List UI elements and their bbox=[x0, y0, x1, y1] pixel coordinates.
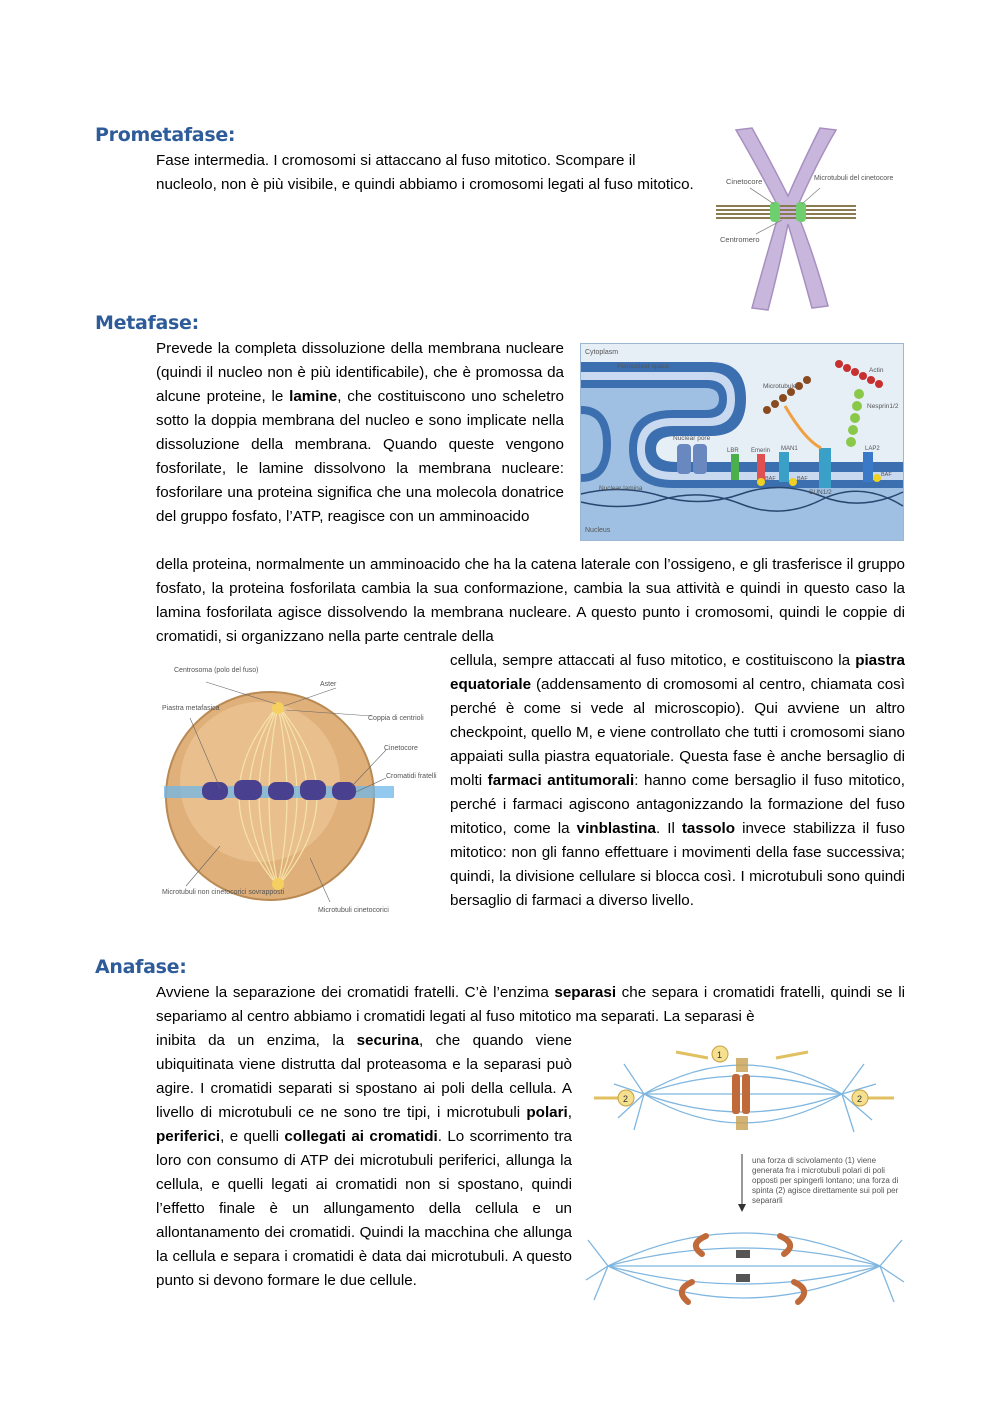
label-cinetocore: Cinetocore bbox=[726, 177, 763, 186]
metafase-text-1: Prevede la completa dissoluzione della membrana nucleare (quindi il nucleo non è più identificabile), che è promossa da alcune proteine, le lamine, che costituiscono uno scheletro sotto la doppia membrana del nucleo e sono implicate nella dissoluzione della membrana. Quando queste vengono fosforilate, le lamine dissolvono la membrana nucleare: fosforilare una proteina significa che una molecola donatrice del gruppo fosfato, l’ATP, reagisce con un amminoacido bbox=[156, 340, 564, 525]
label-piastra: Piastra metafasica bbox=[162, 705, 220, 712]
label-microtubuli-cinetocorici: Microtubuli cinetocorici bbox=[318, 907, 389, 914]
nuclear-membrane-figure bbox=[580, 343, 904, 541]
metafase-text-3: cellula, sempre attaccati al fuso mitotico, e costituiscono la piastra equatoriale (addensamento di cromosomi al centro, chiamata così perché è come si vede al microscopio). Qui avviene un altro checkpoint, quello M, e viene controllato che tutti i cromosomi siano appaiati sulla piastra equatoriale. Questa fase è anche bersaglio di molti farmaci antitumorali: hanno come bersaglio il fuso mitotico, perché i farmaci agiscono antagonizzando la formazione del fuso mitotico, come la vinblastina. Il tassolo invece stabilizza il fuso mitotico: non gli fanno effettuare i movimenti della fase successiva; quindi, la divisione cellulare si blocca così. I microtubuli sono quindi bersaglio di farmaci a diverso livello. bbox=[450, 652, 905, 909]
label-microtubule: Microtubule bbox=[763, 383, 797, 390]
label-force-2: 2 bbox=[623, 1094, 629, 1104]
label-nucleus: Nucleus bbox=[585, 527, 611, 534]
label-aster: Aster bbox=[320, 681, 337, 688]
label-coppia-centrioli: Coppia di centrioli bbox=[368, 715, 424, 722]
label-microtubuli-non-cinetocorici: Microtubuli non cinetocorici sovrapposti bbox=[162, 889, 285, 896]
label-centrosoma: Centrosoma (polo del fuso) bbox=[174, 667, 259, 674]
label-baf-2: BAF bbox=[797, 476, 808, 482]
label-nesprin: Nesprin1/2 bbox=[867, 403, 899, 410]
label-perinuclear: Perinuclear space bbox=[617, 363, 670, 370]
heading-anafase: Anafase: bbox=[95, 956, 187, 978]
label-cromatidi-fratelli: Cromatidi fratelli bbox=[386, 773, 437, 780]
label-microtubuli-cinetocore: Microtubuli del cinetocore bbox=[814, 175, 894, 182]
label-cytoplasm: Cytoplasm bbox=[585, 349, 619, 356]
label-baf-1: BAF bbox=[765, 476, 776, 482]
label-man1: MAN1 bbox=[781, 446, 798, 452]
label-lap2: LAP2 bbox=[865, 446, 880, 452]
prometafase-text: Fase intermedia. I cromosomi si attaccano al fuso mitotico. Scompare il nucleolo, non è più visibile, e quindi abbiamo i cromosomi legati al fuso mitotico. bbox=[156, 152, 694, 193]
label-force-2b: 2 bbox=[857, 1094, 863, 1104]
metafase-text-2: della proteina, normalmente un amminoacido che ha la catena laterale con l’ossigeno, e gli trasferisce il gruppo fosfato, la proteina fosforilata cambia la sua conformazione, cambia la sua attività e quindi in questo caso la lamina fosforilata agisce dissolvendo la membrana nucleare. A questo punto i cromosomi, quindi le coppie di cromatidi, si organizzano nella parte centrale della bbox=[156, 556, 905, 645]
heading-metafase: Metafase: bbox=[95, 312, 199, 334]
label-nuclear-lamina: Nuclear lamina bbox=[599, 485, 643, 492]
anafase-text-2: inibita da un enzima, la securina, che quando viene ubiquitinata viene distrutta dal proteasoma e la separasi può agire. I cromatidi separati si spostano ai poli della cellula. A livello di microtubuli ce ne sono tre tipi, i microtubuli polari, periferici, e quelli collegati ai cromatidi. Lo scorrimento tra loro con consumo di ATP dei microtubuli periferici, allunga la cellula, e quelli legati ai cromatidi non si spostano, quindi l’effetto finale è un allungamento della cellula e un allontanamento dei cromatidi. Quindi la macchina che allunga la cellula e separa i cromatidi è data dai microtubuli. A questo punto si devono formare le due cellule. bbox=[156, 1032, 572, 1289]
label-spindle-cinetocore: Cinetocore bbox=[384, 745, 418, 752]
label-centromero: Centromero bbox=[720, 235, 760, 244]
label-force-1: 1 bbox=[717, 1050, 723, 1060]
anaphase-caption: una forza di scivolamento (1) viene generata fra i microtubuli polari di poli opposti per spingerli lontano; una forza di spinta (2) agisce direttamente sui poli per separarli bbox=[752, 1156, 899, 1205]
label-nuclear-pore: Nuclear pore bbox=[673, 435, 711, 442]
spindle-figure bbox=[160, 658, 437, 926]
heading-prometafase: Prometafase: bbox=[95, 124, 236, 146]
chromosome-figure bbox=[716, 124, 894, 312]
label-actin: Actin bbox=[869, 367, 884, 374]
anaphase-figure bbox=[584, 1040, 906, 1318]
label-emerin: Emerin bbox=[751, 448, 771, 454]
label-baf-3: BAF bbox=[881, 472, 892, 478]
label-sun: SUN1/2 bbox=[809, 489, 832, 496]
anafase-text-1: Avviene la separazione dei cromatidi fratelli. C’è l’enzima separasi che separa i cromatidi fratelli, quindi se li separiamo al centro abbiamo i cromatidi legati al fuso mitotico ma separati. La separasi è bbox=[156, 984, 905, 1025]
label-lbr: LBR bbox=[727, 448, 739, 454]
